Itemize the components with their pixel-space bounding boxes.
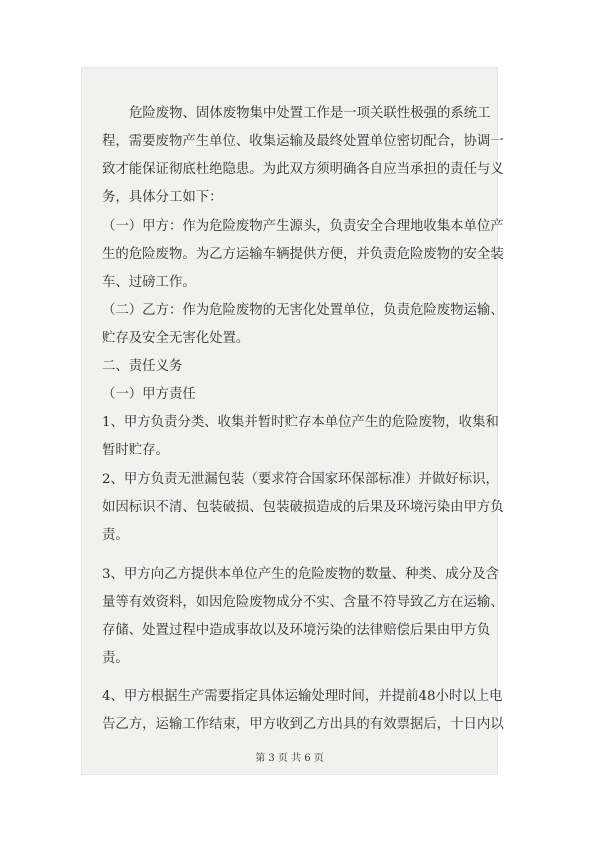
text-line: 责。	[102, 528, 129, 543]
page-number-footer: 第 3 页 共 6 页	[255, 753, 324, 764]
text-line: 暂时贮存。	[102, 443, 169, 458]
text-line: 务，具体分工如下：	[102, 190, 223, 205]
text-line: 存储、处置过程中造成事故以及环境污染的法律赔偿后果由甲方负	[102, 623, 491, 638]
text-line: 车、过磅工作。	[102, 275, 196, 290]
text-line: 程，需要废物产生单位、收集运输及最终处置单位密切配合，协调一	[102, 134, 504, 149]
text-line: 1、甲方负责分类、收集并暂时贮存本单位产生的危险废物，收集和	[102, 415, 499, 430]
text-line: 4、甲方根据生产需要指定具体运输处理时间，并提前48小时以上电	[102, 689, 503, 704]
text-line: （二）乙方：作为危险废物的无害化处置单位，负责危险废物运输、	[102, 303, 504, 318]
text-line: 2、甲方负责无泄漏包装（要求符合国家环保部标准）并做好标识，	[102, 472, 499, 487]
text-line: 贮存及安全无害化处置。	[102, 331, 250, 346]
text-line: （一）甲方：作为危险废物产生源头，负责安全合理地收集本单位产	[102, 219, 504, 234]
text-line: 量等有效资料，如因危险废物成分不实、含量不符导致乙方在运输、	[102, 595, 504, 610]
section-heading: 二、责任义务	[102, 359, 183, 374]
text-line: 3、甲方向乙方提供本单位产生的危险废物的数量、种类、成分及含	[102, 567, 499, 582]
text-line: 致才能保证彻底杜绝隐患。为此双方须明确各自应当承担的责任与义	[102, 162, 504, 177]
document-page	[82, 68, 504, 774]
text-line: 如因标识不清、包装破损、包装破损造成的后果及环境污染由甲方负	[102, 500, 504, 515]
text-line: 责。	[102, 651, 129, 666]
text-line: 生的危险废物。为乙方运输车辆提供方便，并负责危险废物的安全装	[102, 247, 504, 262]
text-line: 告乙方，运输工作结束，甲方收到乙方出具的有效票据后，十日内以	[102, 717, 504, 732]
subsection-heading: （一）甲方责任	[102, 387, 196, 402]
text-line: 危险废物、固体废物集中处置工作是一项关联性极强的系统工	[129, 106, 491, 121]
